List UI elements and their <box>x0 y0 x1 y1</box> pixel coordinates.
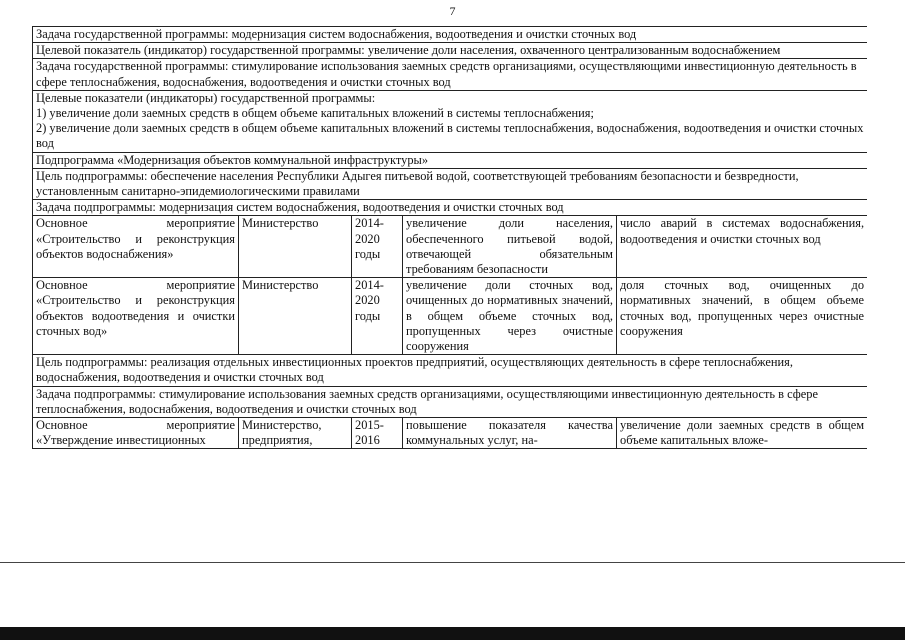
target-indicators-cell <box>33 90 868 152</box>
table-row <box>33 59 868 90</box>
subprogram-goal-cell: Цель подпрограммы: обеспечение населения Республики Адыгея питьевой водой, соответствующей требованиям безопасности и безвредности, установленным санитарно-эпидемиологическими правилами <box>33 168 868 199</box>
subprogram-task-cell: Задача подпрограммы: стимулирование использования заемных средств организациями, осуществляющими инвестиционную деятельность в сфере теплоснабжения, водоснабжения, водоотведения и очистки сточных вод <box>33 386 868 417</box>
executor-cell: Министерство <box>239 278 352 355</box>
expected-result-cell: увеличение доли населения, обеспеченного питьевой водой, отвечающей обязательным требованиям безопасности <box>403 216 617 278</box>
period-cell: 2014-2020 годы <box>352 216 403 278</box>
indicator-link-cell: увеличение доли заемных средств в общем объеме капитальных вложе- <box>617 418 868 449</box>
task-state-program-cell: Задача государственной программы: модернизация систем водоснабжения, водоотведения и очистки сточных вод <box>33 27 868 43</box>
table-row <box>33 43 868 59</box>
page-cut-line <box>0 562 905 563</box>
task-state-program-cell: Задача государственной программы: стимулирование использования заемных средств организациями, осуществляющими инвестиционную деятельность в сфере теплоснабжения, водоснабжения, водоотведения и очистки сточных вод <box>33 59 868 90</box>
executor-cell: Министерство <box>239 216 352 278</box>
activity-cell: Основное мероприятие «Строительство и реконструкция объектов водоснабжения» <box>33 216 239 278</box>
subprogram-title-cell: Подпрограмма «Модернизация объектов коммунальной инфраструктуры» <box>33 152 868 168</box>
target-indicator-cell: Целевой показатель (индикатор) государственной программы: увеличение доли населения, охваченного централизованным водоснабжением <box>33 43 868 59</box>
table-row <box>33 386 868 417</box>
subprogram-task-cell: Задача подпрограммы: модернизация систем водоснабжения, водоотведения и очистки сточных вод <box>33 200 868 216</box>
indicator-link-cell: число аварий в системах водоснабжения, водоотведения и очистки сточных вод <box>617 216 868 278</box>
indicators-heading: Целевые показатели (индикаторы) государственной программы: <box>36 90 376 105</box>
program-table <box>32 26 867 449</box>
subprogram-goal-cell: Цель подпрограммы: реализация отдельных инвестиционных проектов предприятий, осуществляющих деятельность в сфере теплоснабжения, водоснабжения, водоотведения и очистки сточных вод <box>33 355 868 386</box>
indicator-link-cell: доля сточных вод, очищенных до нормативных значений, в общем объеме сточных вод, пропущенных через очистные сооружения <box>617 278 868 355</box>
document-clip <box>32 26 867 562</box>
page-number: 7 <box>449 4 456 18</box>
scan-edge-bar <box>0 627 905 640</box>
executor-cell: Министерство, предприятия, <box>239 418 352 449</box>
period-cell: 2014-2020 годы <box>352 278 403 355</box>
table-row <box>33 355 868 386</box>
table-row <box>33 418 868 449</box>
activity-cell: Основное мероприятие «Утверждение инвестиционных <box>33 418 239 449</box>
table-row <box>33 200 868 216</box>
indicator-item: 1) увеличение доли заемных средств в общем объеме капитальных вложений в системы теплоснабжения; <box>36 106 594 121</box>
activity-cell: Основное мероприятие «Строительство и реконструкция объектов водоотведения и очистки сточных вод» <box>33 278 239 355</box>
table-row <box>33 152 868 168</box>
expected-result-cell: повышение показателя качества коммунальных услуг, на- <box>403 418 617 449</box>
table-row <box>33 27 868 43</box>
table-row <box>33 278 868 355</box>
period-cell: 2015-2016 <box>352 418 403 449</box>
expected-result-cell: увеличение доли сточных вод, очищенных до нормативных значений, в общем объеме сточных вод, пропущенных через очистные сооружения <box>403 278 617 355</box>
table-row <box>33 168 868 199</box>
indicator-item: 2) увеличение доли заемных средств в общем объеме капитальных вложений в системы теплоснабжения, водоснабжения, водоотведения и очистки сточных вод <box>36 121 864 151</box>
table-row <box>33 216 868 278</box>
table-row <box>33 90 868 152</box>
